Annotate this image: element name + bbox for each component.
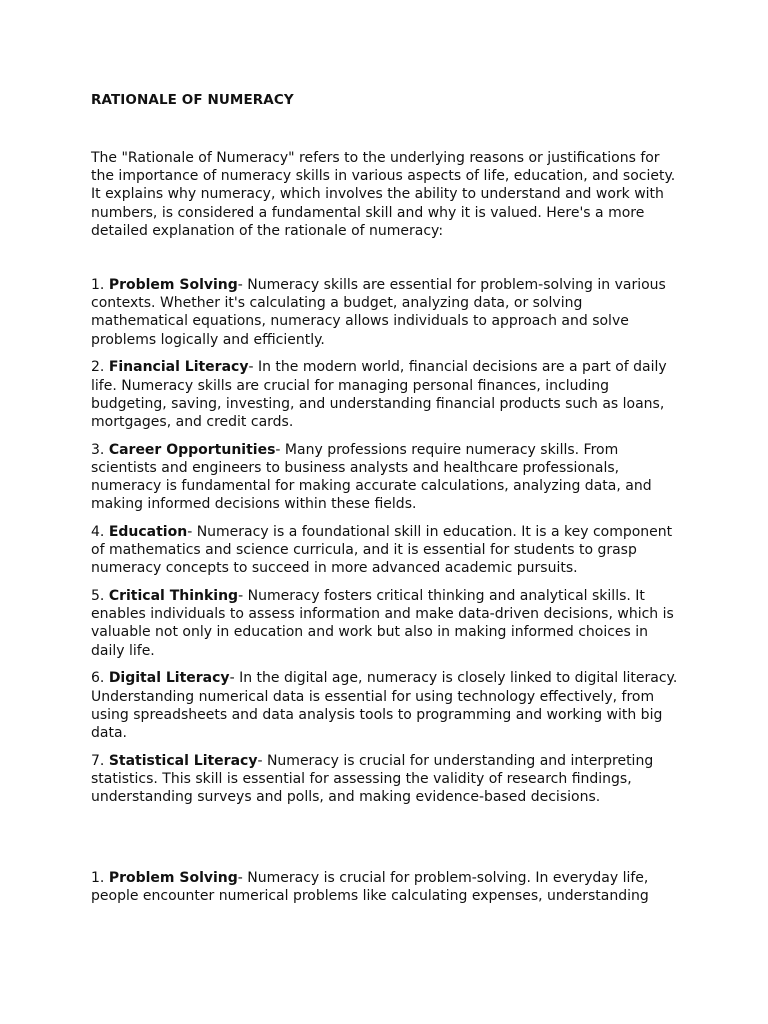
list-item [91, 752, 683, 807]
list-item [91, 441, 683, 514]
item-heading: Problem Solving [108, 277, 238, 293]
item-heading: Financial Literacy [108, 359, 249, 376]
item-number: 2. [91, 359, 109, 376]
item-text: - Numeracy skills are essential for problem-solving in various contexts. Whether it's calculating a budget, analyzing data, or solving mathematical equations, numeracy allows individuals to approach and solve problems logically and efficiently. [91, 277, 666, 348]
item-text: - In the modern world, financial decisions are a part of daily life. Numeracy skills are crucial for managing personal finances, including budgeting, saving, investing, and understanding financial products such as loans, mortgages, and credit cards. [91, 359, 667, 430]
item-number: 1. [91, 870, 109, 886]
list-item [91, 587, 683, 660]
item-text: - Numeracy fosters critical thinking and analytical skills. It enables individuals to assess information and make data-driven decisions, which is valuable not only in education and work but also in making informed choices in daily life. [91, 588, 674, 659]
list-item [91, 869, 683, 905]
list-item [91, 358, 683, 431]
item-number: 1. [91, 277, 109, 293]
second-rationale-list [91, 869, 683, 915]
list-item [91, 669, 683, 742]
item-number: 6. [91, 670, 109, 687]
item-text: - In the digital age, numeracy is closely linked to digital literacy. Understanding numerical data is essential for using technology effectively, from using spreadsheets and data analysis tools to programming and working with big data. [91, 670, 678, 741]
item-text: - Numeracy is crucial for understanding and interpreting statistics. This skill is essential for assessing the validity of research findings, understanding surveys and polls, and making evidence-based decisions. [91, 752, 654, 806]
rationale-list [91, 276, 683, 816]
list-item [91, 276, 683, 349]
item-heading: Career Opportunities [108, 441, 276, 458]
item-heading: Statistical Literacy [108, 752, 258, 769]
item-number: 3. [91, 441, 109, 458]
item-text: - Many professions require numeracy skills. From scientists and engineers to business analysts and healthcare professionals, numeracy is fundamental for making accurate calculations, analyzing data, and making informed decisions within these fields. [91, 441, 652, 513]
item-heading: Critical Thinking [108, 588, 239, 605]
item-heading: Digital Literacy [108, 670, 230, 687]
intro-paragraph: The "Rationale of Numeracy" refers to the underlying reasons or justifications for the importance of numeracy skills in various aspects of life, education, and society. It explains why numeracy, which involves the ability to understand and work with numbers, is considered a fundamental skill and why it is valued. Here's a more detailed explanation of the rationale of numeracy: [91, 150, 676, 239]
item-text: - Numeracy is a foundational skill in education. It is a key component of mathematics and science curricula, and it is essential for students to grasp numeracy concepts to succeed in more advanced academic pursuits. [91, 523, 673, 577]
item-number: 7. [91, 752, 109, 769]
item-heading: Problem Solving [108, 870, 238, 886]
item-number: 5. [91, 588, 109, 605]
item-number: 4. [91, 523, 109, 540]
item-heading: Education [108, 523, 188, 540]
list-item [91, 523, 683, 578]
document-title: RATIONALE OF NUMERACY [91, 92, 294, 108]
item-text: - Numeracy is crucial for problem-solving. In everyday life, people encounter numerical problems like calculating expenses, understanding [91, 870, 649, 905]
